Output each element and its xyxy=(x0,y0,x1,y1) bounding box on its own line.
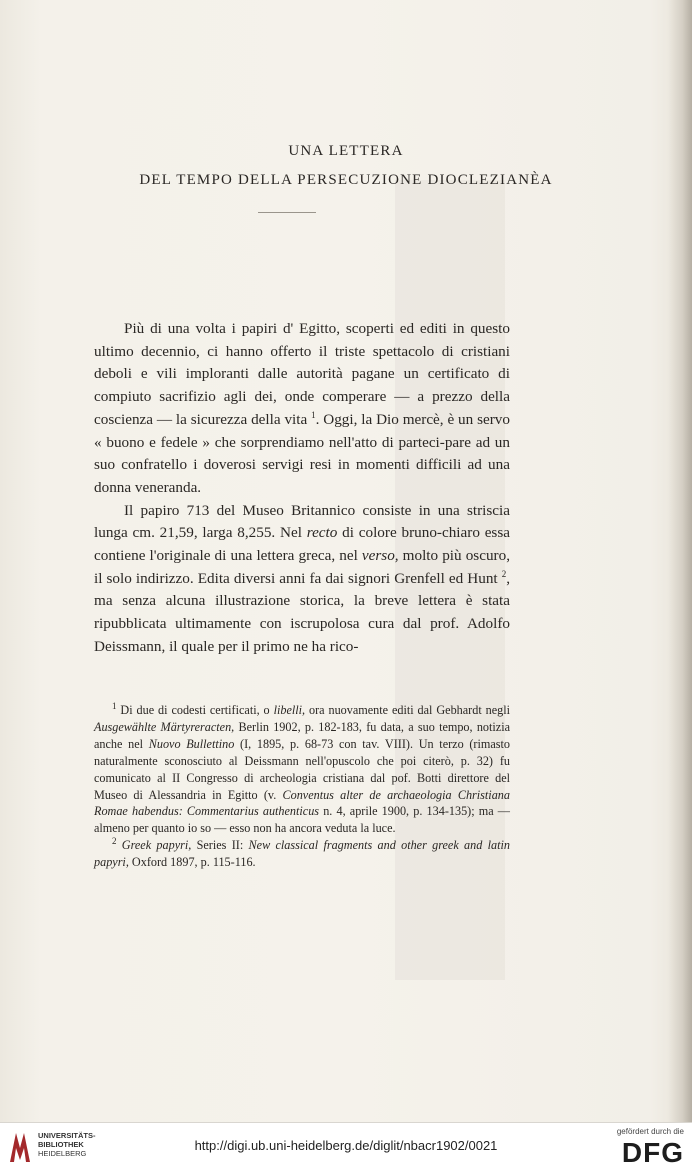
footnote-1-text: Berlin 1902, p. 182-183, fu data, a suo tempo, notizia anche nel xyxy=(94,719,510,751)
main-text xyxy=(94,318,510,659)
paragraph-1 xyxy=(94,318,510,500)
paragraph-1-text-b: . Oggi, la Dio mercè, è un servo « buono e fedele » che sorprendiamo nell'atto di parteci-pare ad un suo confratello i doverosi servigi resi in momenti difficili ad una donna veneranda. xyxy=(94,410,510,496)
library-name-line: UNIVERSITÄTS- xyxy=(38,1131,96,1140)
paragraph-2-text-c: molto più oscuro, il solo indirizzo. Edita diversi anni fa dai signori Grenfell ed Hunt xyxy=(94,547,510,587)
paragraph-1-text-a: Più di una volta i papiri d' Egitto, scoperti ed editi in questo ultimo decennio, ci hanno offerto il triste spettacolo di cristiani deboli e vili imploranti dalle autorità pagane un certificato di compiuto sacrifizio agli dei, onde comperare — a prezzo della coscienza — la sicurezza della vita xyxy=(94,320,510,428)
footnotes xyxy=(94,702,510,871)
paragraph-2 xyxy=(94,500,510,659)
footnote-1 xyxy=(94,702,510,837)
footnote-1-italic: libelli, xyxy=(273,703,306,717)
page-edge-shadow xyxy=(668,0,692,1122)
footnote-1-italic: Conventus alter de archaeologia Christiana Romae habendus: Commentarius authenticus xyxy=(94,787,510,819)
dfg-logo[interactable]: DFG xyxy=(621,1137,684,1168)
footnote-1-italic: Nuovo Bullettino xyxy=(148,736,235,751)
verso-term: verso, xyxy=(361,547,399,565)
recto-term: recto xyxy=(306,524,338,542)
funding-caption: gefördert durch die xyxy=(616,1127,684,1136)
footnote-2-italic: New classical fragments and other greek and latin papyri, xyxy=(94,838,510,870)
footnote-1-text: ora nuovamente editi dal Gebhardt negli xyxy=(305,703,510,717)
footnote-1-text: Di due di codesti certificati, o xyxy=(116,703,274,717)
footnote-1-number: 1 xyxy=(112,700,117,711)
title-line-1: UNA LETTERA xyxy=(288,143,404,159)
footnote-1-text: (I, 1895, p. 68-73 con tav. VIII). Un terzo (rimasto naturalmente sconosciuto al Deissmann nell'opuscolo che poi citerò, p. 32) fu comunicato al II Congresso di archeologia cristiana dal pof. Botti direttore del Museo di Alessandria in Egitto (v. xyxy=(94,736,510,802)
footnote-1-text: n. 4, aprile 1900, p. 134-135); ma — almeno per quanto io so — esso non ha ancora veduta la luce. xyxy=(94,804,510,836)
footnote-2-number: 2 xyxy=(112,836,117,847)
footnote-ref-2[interactable]: 2 xyxy=(501,568,507,579)
title-divider xyxy=(258,212,316,213)
footnote-2-text: Series II: xyxy=(191,838,249,853)
footnote-2-italic: Greek papyri, xyxy=(116,838,192,853)
paragraph-2-text-a: Il papiro 713 del Museo Britannico consiste in una striscia lunga cm. 21,59, larga 8,255. Nel xyxy=(94,501,510,542)
footnote-ref-1[interactable]: 1 xyxy=(311,409,316,420)
library-name-line: BIBLIOTHEK xyxy=(38,1140,84,1149)
title-line-2: DEL TEMPO DELLA PERSECUZIONE DIOCLEZIANÈA xyxy=(139,172,553,188)
footnote-2 xyxy=(94,837,510,871)
footnote-2-text: Oxford 1897, p. 115-116. xyxy=(128,855,256,870)
paragraph-2-text-b: di colore bruno-chiaro essa contiene l'originale di una lettera greca, nel xyxy=(94,524,510,565)
permalink-url[interactable]: http://digi.ub.uni-heidelberg.de/diglit/nbacr1902/0021 xyxy=(194,1138,498,1153)
viewer-footer xyxy=(0,1122,692,1173)
library-name-line: HEIDELBERG xyxy=(38,1149,87,1158)
footnote-1-italic: Ausgewählte Märtyreracten, xyxy=(94,719,235,734)
paragraph-2-text-d: , ma senza alcuna illustrazione storica, la breve lettera è stata ripubblicata ultimamente con iscrupolosa cura dal prof. Adolfo Deissmann, il quale per il primo ne ha rico- xyxy=(94,569,510,655)
